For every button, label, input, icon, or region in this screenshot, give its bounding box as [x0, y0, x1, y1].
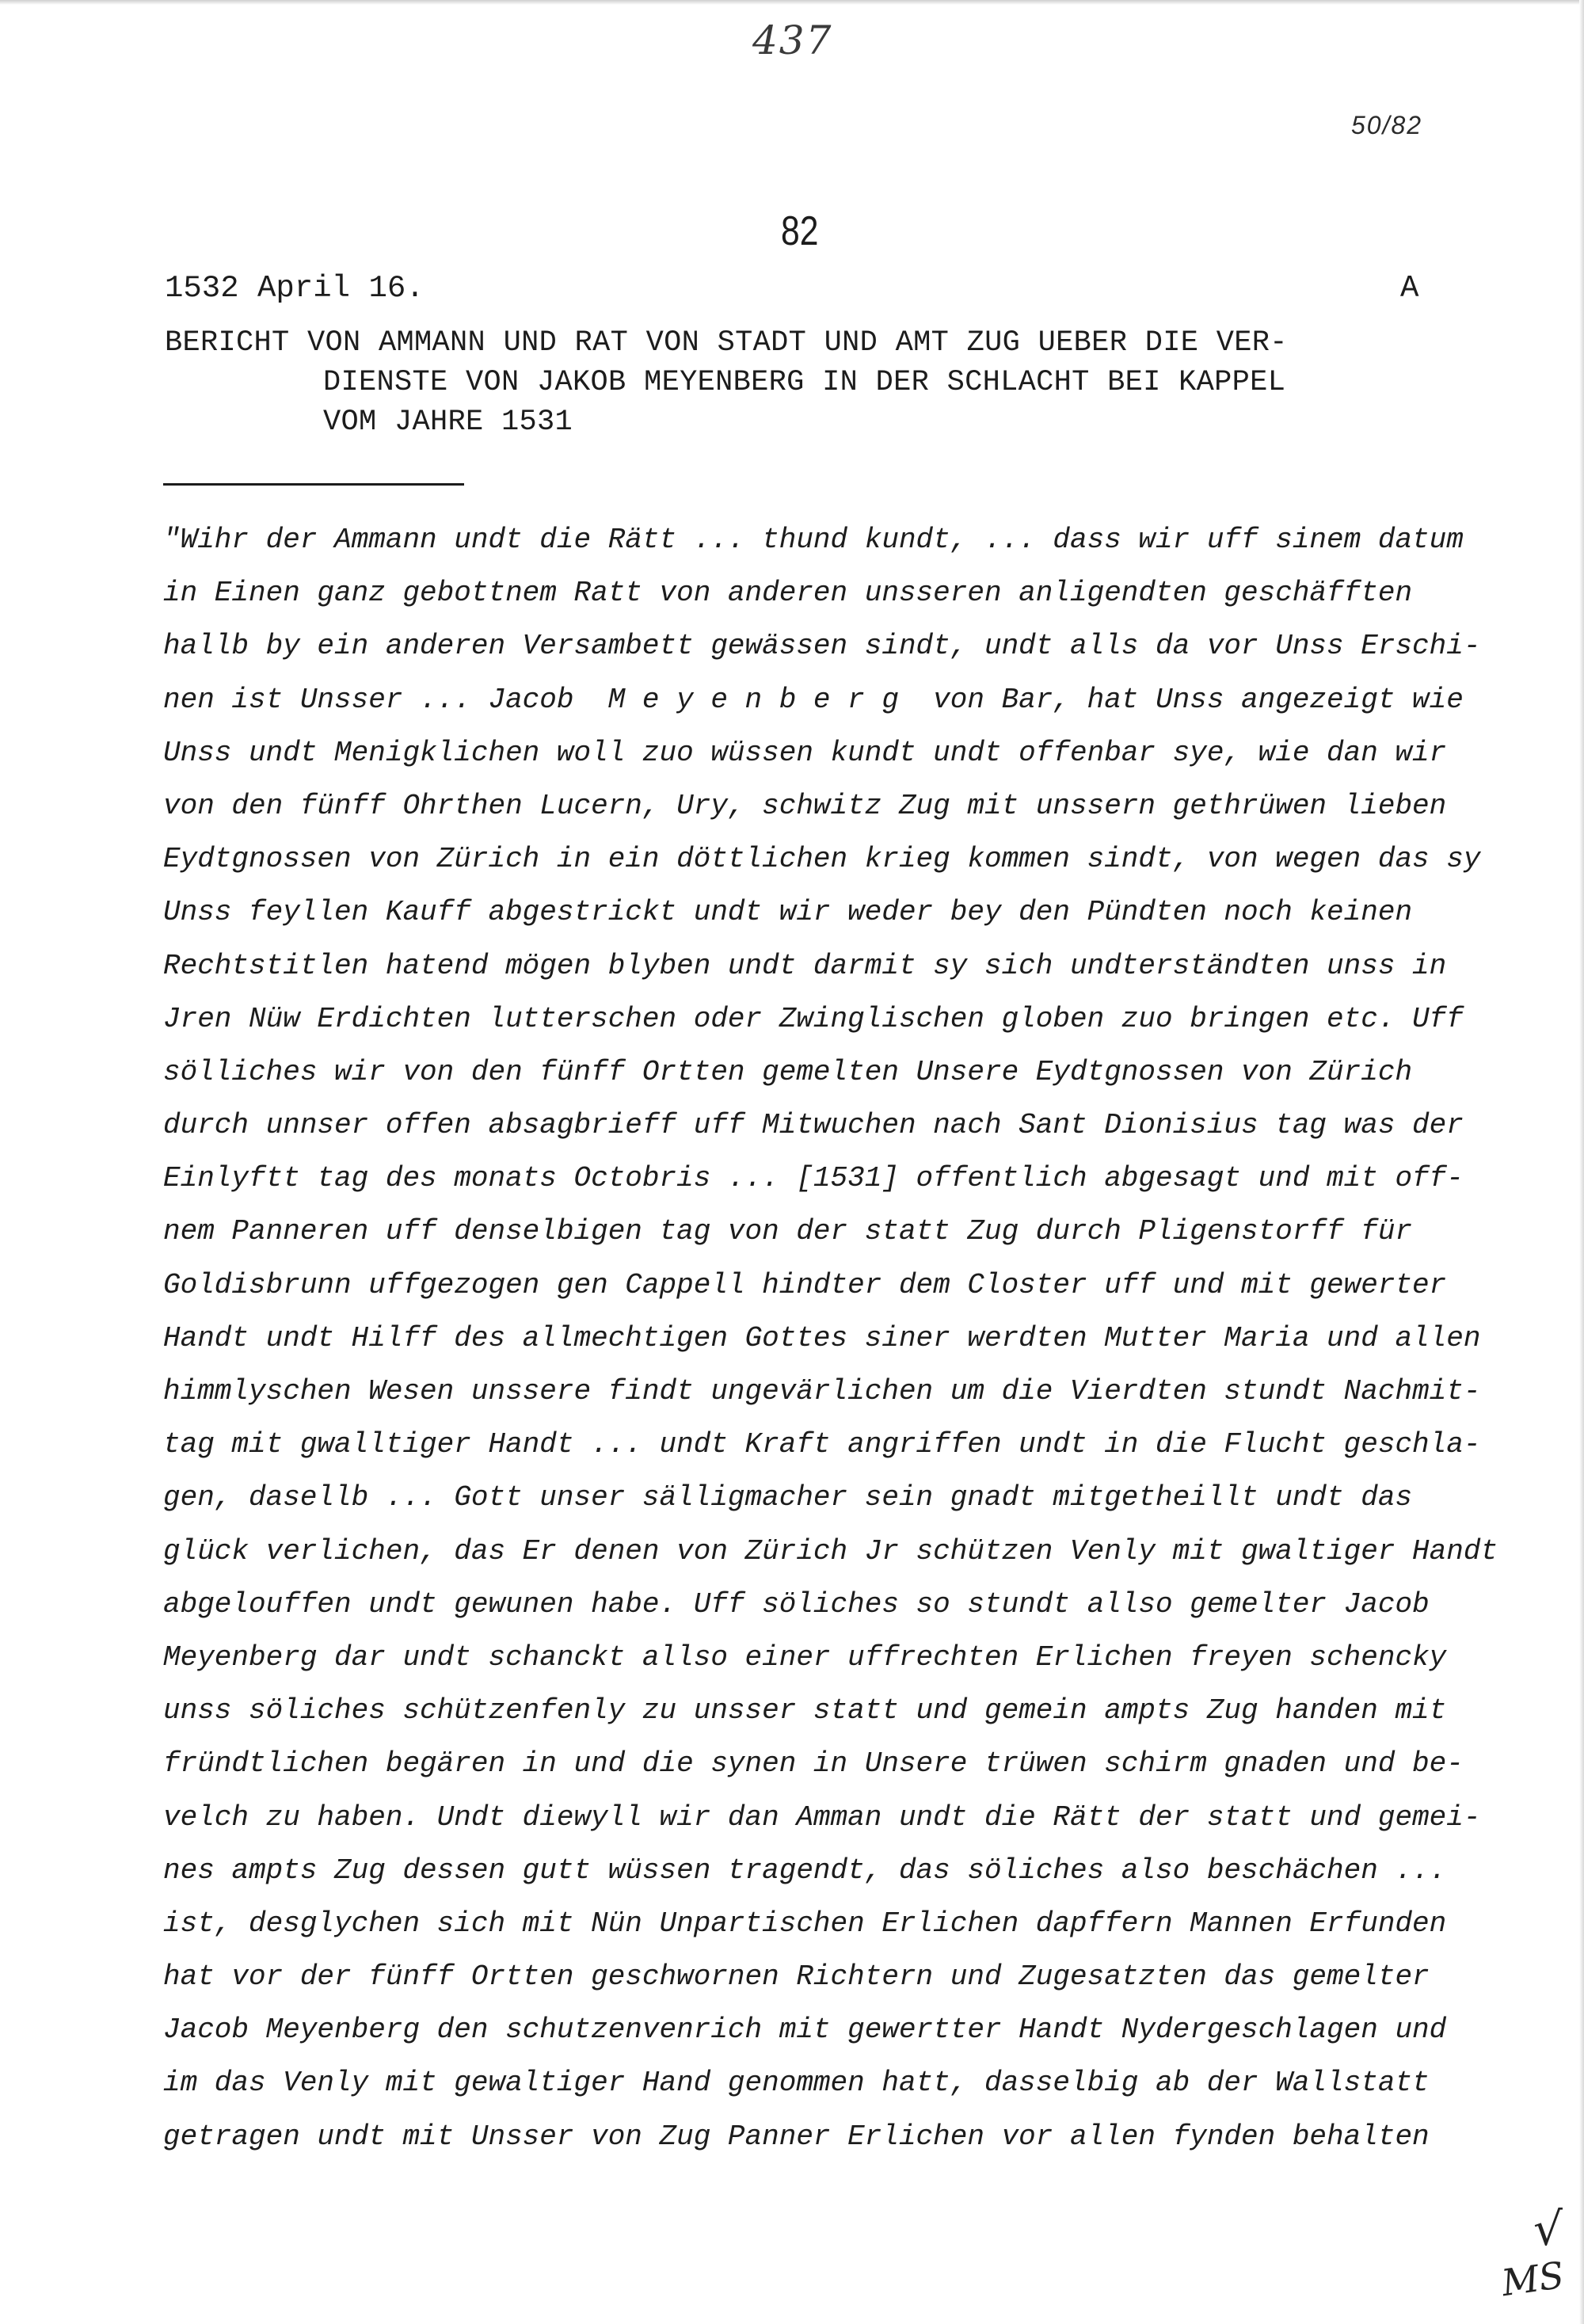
archive-number: 437 [752, 17, 833, 63]
scan-edge-top [0, 0, 1584, 5]
body-line: abgelouffen undt gewunen habe. Uff söliches so stundt allso gemelter Jacob [163, 1587, 1430, 1621]
body-line: nem Panneren uff denselbigen tag von der statt Zug durch Pligenstorff für [163, 1215, 1413, 1248]
document-number: 82 [781, 208, 819, 254]
handwritten-initials: MS [1498, 2253, 1567, 2305]
body-line: gen, dasellb ... Gott unser sälligmacher sein gnadt mitgetheillt undt das [163, 1481, 1413, 1514]
version-letter: A [1400, 271, 1419, 306]
body-line: Goldisbrunn uffgezogen gen Cappell hindter dem Closter uff und mit gewerter [163, 1268, 1447, 1301]
body-line: Eydtgnossen von Zürich in ein döttlichen krieg kommen sindt, von wegen das sy [163, 843, 1481, 876]
body-line: nen ist Unsser ... Jacob M e y e n b e r g von Bar, hat Unss angezeigt wie [163, 683, 1464, 716]
body-line: von den fünff Ohrthen Lucern, Ury, schwitz Zug mit unssern gethrüwen lieben [163, 789, 1447, 822]
body-line: Handt undt Hilff des allmechtigen Gottes siner werdten Mutter Maria und allen [163, 1321, 1481, 1354]
check-mark: √ [1533, 2202, 1563, 2256]
body-line: Rechtstitlen hatend mögen blyben undt darmit sy sich undterständten unss in [163, 949, 1447, 982]
body-line: Meyenberg dar undt schanckt allso einer uffrechten Erlichen freyen schencky [163, 1640, 1447, 1674]
heading-line: BERICHT VON AMMANN UND RAT VON STADT UND AMT ZUG UEBER DIE VER- [165, 326, 1288, 360]
body-line: himmlyschen Wesen unssere findt ungevärlichen um die Vierdten stundt Nachmit- [163, 1375, 1481, 1408]
body-line: fründtlichen begären in und die synen in Unsere trüwen schirm gnaden und be- [163, 1747, 1464, 1781]
body-line: velch zu haben. Undt diewyll wir dan Amman undt die Rätt der statt und gemei- [163, 1800, 1481, 1834]
body-line: Unss undt Menigklichen woll zuo wüssen kundt undt offenbar sye, wie dan wir [163, 736, 1447, 769]
document-body [163, 513, 1498, 2163]
body-line: nes ampts Zug dessen gutt wüssen tragendt, das söliches also beschächen ... [163, 1853, 1447, 1887]
body-line: "Wihr der Ammann undt die Rätt ... thund kundt, ... dass wir uff sinem datum [163, 524, 1464, 556]
body-line: glück verlichen, das Er denen von Zürich Jr schützen Venly mit gwaltiger Handt [163, 1534, 1498, 1568]
body-line: durch unnser offen absagbrieff uff Mitwuchen nach Sant Dionisius tag was der [163, 1109, 1464, 1142]
body-line: hat vor der fünff Ortten geschwornen Richtern und Zugesatzten das gemelter [163, 1960, 1430, 1994]
document-date: 1532 April 16. [165, 271, 425, 306]
heading-line: DIENSTE VON JAKOB MEYENBERG IN DER SCHLACHT BEI KAPPEL [323, 366, 1286, 399]
body-line: tag mit gwalltiger Handt ... undt Kraft angriffen undt in die Flucht geschla- [163, 1428, 1481, 1461]
body-line: getragen undt mit Unsser von Zug Panner Erlichen vor allen fynden behalten [163, 2120, 1430, 2153]
body-line: Jacob Meyenberg den schutzenvenrich mit gewertter Handt Nydergeschlagen und [163, 2013, 1447, 2047]
body-line: sölliches wir von den fünff Ortten gemelten Unsere Eydtgnossen von Zürich [163, 1055, 1413, 1088]
body-line: in Einen ganz gebottnem Ratt von anderen unsseren anligendten geschäfften [163, 577, 1413, 610]
body-line: hallb by ein anderen Versambett gewässen sindt, undt alls da vor Unss Erschi- [163, 630, 1481, 663]
folio-reference: 50/82 [1351, 111, 1423, 139]
body-line: Unss feyllen Kauff abgestrickt undt wir weder bey den Pündten noch keinen [163, 896, 1413, 929]
document-heading [165, 323, 1432, 442]
body-line: Einlyftt tag des monats Octobris ... [1531] offentlich abgesagt und mit off- [163, 1162, 1464, 1195]
body-line: unss söliches schützenfenly zu unsser statt und gemein ampts Zug handen mit [163, 1694, 1447, 1728]
body-line: Jren Nüw Erdichten lutterschen oder Zwinglischen globen zuo bringen etc. Uff [163, 1002, 1464, 1035]
separator-rule [163, 483, 464, 486]
heading-line: VOM JAHRE 1531 [323, 406, 573, 439]
scan-edge-right [1579, 0, 1584, 2324]
body-line: ist, desglychen sich mit Nün Unpartischen Erlichen dapffern Mannen Erfunden [163, 1907, 1447, 1940]
body-line: im das Venly mit gewaltiger Hand genommen hatt, dasselbig ab der Wallstatt [163, 2067, 1430, 2100]
